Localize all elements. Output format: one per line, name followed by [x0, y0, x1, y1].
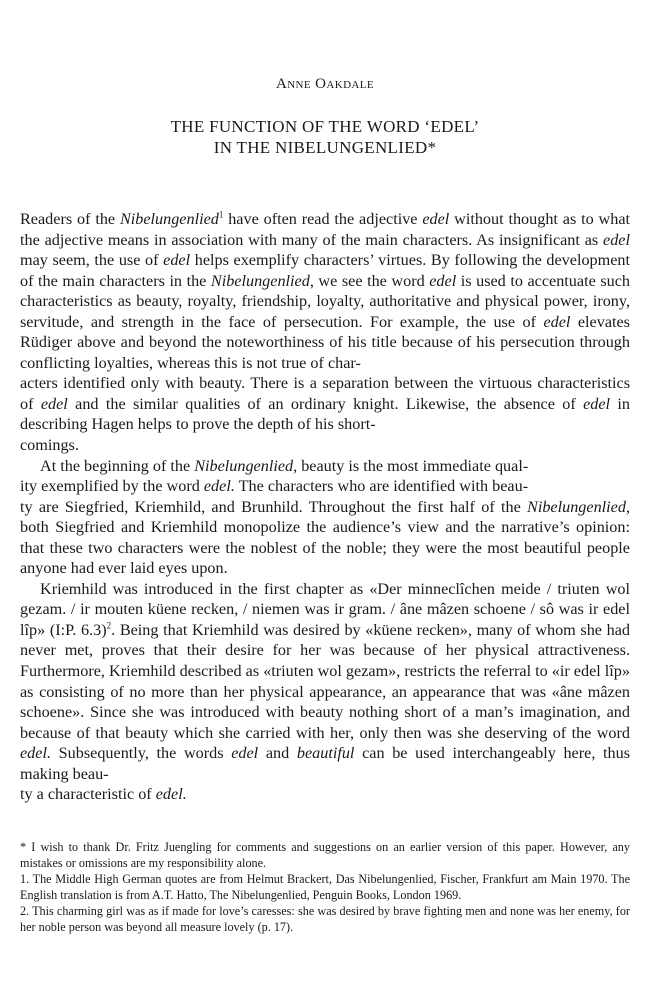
paragraph-3: Kriemhild was introduced in the first chapter as «Der minneclîchen meide / triuten wol gezam. / ir mouten küene recken, / niemen was ir gram. / âne mâzen schoene / sô was ir edel lîp» (I:P. 6.3)$^2$. Being that Kriemhild was desired by «küene recken», many of whom she had never met, proves that their desire for her was because of her physical attractiveness. Furthermore, Kriemhild described as «triuten wol gezam», restricts the referral to «ir edel lîp» as consisting of no more than her physical appearance, an appearance that was «âne mâzen schoene». Since she was introduced with beauty nothing short of a man’s imagination, and because of that beauty which she carried with her, only then was she deserving of the word edel. Subsequently, the words edel and beautiful can be used interchangeably here, thus making beau- ty a characteristic of edel. [20, 579, 631, 804]
footnote-1: 1. The Middle High German quotes are from Helmut Brackert, Das Nibelungenlied, Fischer, Frankfurt am Main 1970. The English translation is from A.T. Hatto, The Nibelungenlied, Penguin Books, London 1969. [20, 872, 630, 902]
title-line-2: IN THE NIBELUNGENLIED* [213, 138, 437, 157]
article-title [0, 116, 650, 158]
footnotes [20, 839, 630, 935]
author-name: Anne Oakdale [275, 76, 375, 92]
paragraph-2: At the beginning of the Nibelungenlied, beauty is the most immediate qual- ity exemplified by the word edel. The characters who are identified with beau- ty are Siegfried, Kriemhild, and Brunhild. Throughout the first half of the Nibelungenlied, both Siegfried and Kriemhild monopolize the audience’s view and the narrative’s opinion: that these two characters were the noblest of the noble; they were the most beautiful people anyone had ever laid eyes upon. [20, 456, 630, 578]
footnote-star: * I wish to thank Dr. Fritz Juengling for comments and suggestions on an earlier version of this paper. However, any mistakes or omissions are my responsibility alone. [20, 840, 630, 870]
title-line-1: THE FUNCTION OF THE WORD ‘EDEL’ [170, 117, 480, 136]
footnote-2: 2. This charming girl was as if made for love’s caresses: she was desired by brave fighting men and none was her enemy, for her noble person was beyond all measure lovely (p. 17). [20, 904, 630, 934]
article-body [20, 209, 630, 805]
paragraph-1: Readers of the Nibelungenlied$^1$ have often read the adjective edel without thought as to what the adjective means in association with many of the main characters. As insignificant as edel may seem, the use of edel helps exemplify characters’ virtues. By following the development of the main characters in the Nibelungenlied, we see the word edel is used to accentuate such characteristics as beauty, royalty, friendship, loyalty, authoritative and physical power, irony, servitude, and strength in the face of persecution. For example, the use of edel elevates Rüdiger above and beyond the noteworthiness of his title because of his persecution through conflicting loyalties, whereas this is not true of char- acters identified only with beauty. There is a separation between the virtuous characteristics of edel and the similar qualities of an ordinary knight. Likewise, the absence of edel in describing Hagen helps to prove the depth of his short- comings. [20, 209, 631, 455]
